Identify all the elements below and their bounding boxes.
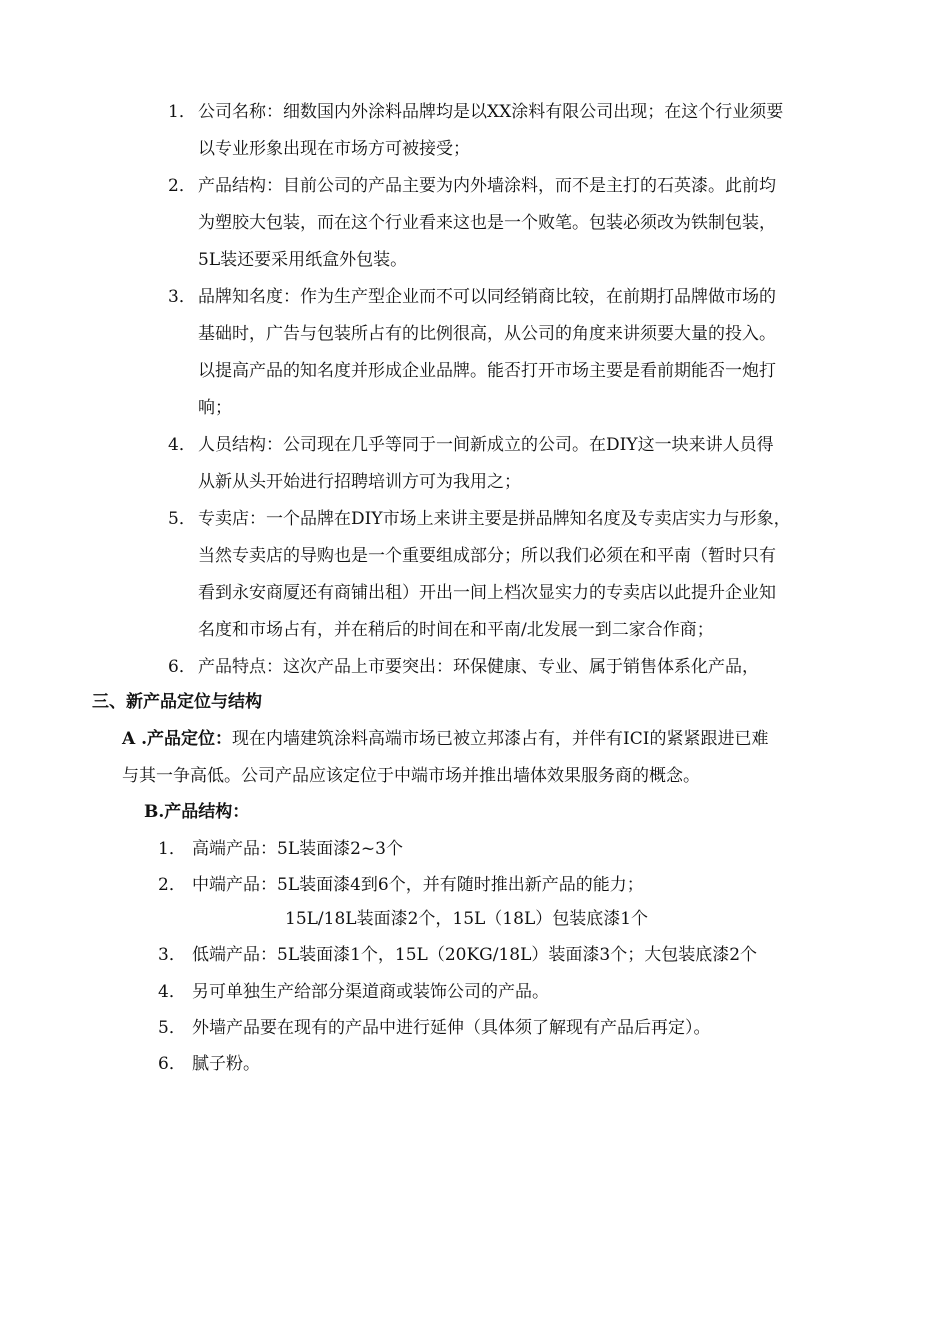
- list1-item-4-number: 4．: [168, 435, 196, 455]
- structure-item-2-continuation: 15L/18L装面漆2个，15L（18L）包装底漆1个: [285, 909, 649, 929]
- structure-item-1-number: 1．: [158, 839, 186, 859]
- product-positioning-text: 现在内墙建筑涂料高端市场已被立邦漆占有，并伴有ICI的紧紧跟进已难: [232, 729, 769, 749]
- list1-item-2-line-1: 产品结构：目前公司的产品主要为内外墙涂料，而不是主打的石英漆。此前均: [198, 176, 776, 196]
- list1-item-3-line-2: 基础时，广告与包装所占有的比例很高，从公司的角度来讲须要大量的投入。: [198, 324, 776, 344]
- product-structure-label: B.产品结构：: [144, 802, 250, 822]
- product-positioning-line-2: 与其一争高低。公司产品应该定位于中端市场并推出墙体效果服务商的概念。: [122, 766, 700, 786]
- list1-item-5-number: 5．: [168, 509, 196, 529]
- list1-item-6-number: 6．: [168, 657, 196, 677]
- list1-item-6-line-1: 产品特点：这次产品上市要突出：环保健康、专业、属于销售体系化产品，: [198, 657, 759, 677]
- structure-item-2-text: 中端产品：5L装面漆4到6个，并有随时推出新产品的能力；: [192, 875, 644, 895]
- list1-item-5-line-2: 当然专卖店的导购也是一个重要组成部分；所以我们必须在和平南（暂时只有: [198, 546, 776, 566]
- list1-item-3-line-1: 品牌知名度：作为生产型企业而不可以同经销商比较，在前期打品牌做市场的: [198, 287, 776, 307]
- list1-item-5-line-1: 专卖店：一个品牌在DIY市场上来讲主要是拼品牌知名度及专卖店实力与形象，: [198, 509, 791, 529]
- product-positioning-line-1: [122, 727, 768, 751]
- list1-item-2-number: 2．: [168, 176, 196, 196]
- structure-item-2-number: 2．: [158, 875, 186, 895]
- structure-item-5-number: 5．: [158, 1018, 186, 1038]
- list1-item-1-number: 1．: [168, 102, 196, 122]
- structure-item-4-number: 4．: [158, 982, 186, 1002]
- list1-item-3-line-3: 以提高产品的知名度并形成企业品牌。能否打开市场主要是看前期能否一炮打: [198, 361, 776, 381]
- structure-item-3-text: 低端产品：5L装面漆1个，15L（20KG/18L）装面漆3个；大包装底漆2个: [192, 945, 758, 965]
- list1-item-5-line-4: 名度和市场占有，并在稍后的时间在和平南/北发展一到二家合作商；: [198, 620, 714, 640]
- list1-item-3-line-4: 响；: [198, 398, 232, 418]
- product-positioning-label: A .产品定位：: [122, 729, 233, 749]
- list1-item-3-number: 3．: [168, 287, 196, 307]
- structure-item-4-text: 另可单独生产给部分渠道商或装饰公司的产品。: [192, 982, 549, 1002]
- list1-item-1-line-1: 公司名称：细数国内外涂料品牌均是以XX涂料有限公司出现；在这个行业须要: [198, 102, 784, 122]
- section-3-heading: 三、新产品定位与结构: [92, 692, 262, 712]
- list1-item-4-line-2: 从新从头开始进行招聘培训方可为我用之；: [198, 472, 521, 492]
- list1-item-4-line-1: 人员结构：公司现在几乎等同于一间新成立的公司。在DIY这一块来讲人员得: [198, 435, 774, 455]
- structure-item-5-text: 外墙产品要在现有的产品中进行延伸（具体须了解现有产品后再定）。: [192, 1018, 711, 1038]
- list1-item-2-line-3: 5L装还要采用纸盒外包装。: [198, 250, 408, 270]
- structure-item-3-number: 3．: [158, 945, 186, 965]
- structure-item-1-text: 高端产品：5L装面漆2~3个: [192, 839, 403, 859]
- structure-item-6-number: 6．: [158, 1054, 186, 1074]
- structure-item-6-text: 腻子粉。: [192, 1054, 260, 1074]
- list1-item-1-line-2: 以专业形象出现在市场方可被接受；: [198, 139, 470, 159]
- list1-item-5-line-3: 看到永安商厦还有商铺出租）开出一间上档次显实力的专卖店以此提升企业知: [198, 583, 776, 603]
- list1-item-2-line-2: 为塑胶大包装，而在这个行业看来这也是一个败笔。包装必须改为铁制包装，: [198, 213, 776, 233]
